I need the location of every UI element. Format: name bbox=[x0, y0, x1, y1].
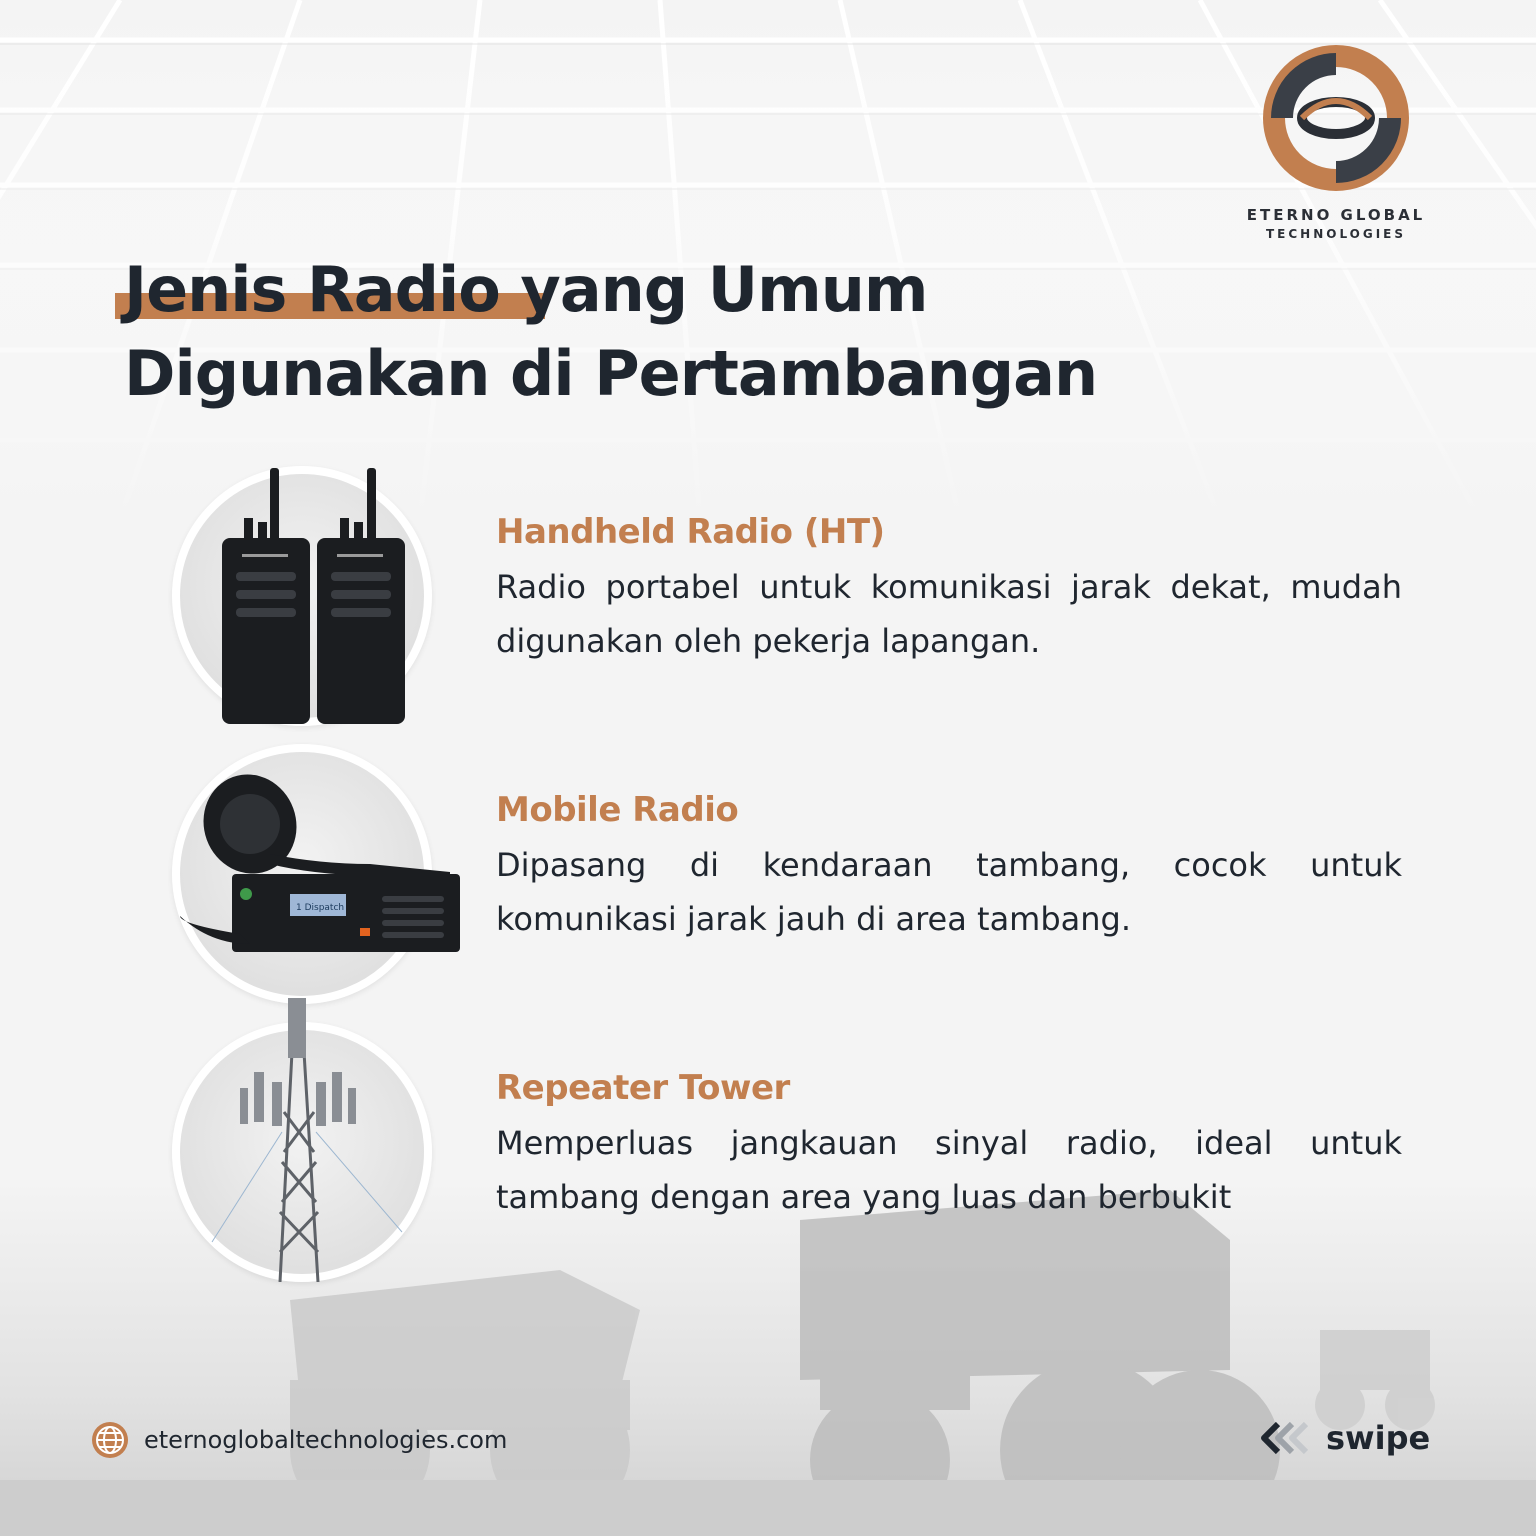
item-desc-mobile: Dipasang di kendaraan tambang, cocok untuk komunikasi jarak jauh di area tambang. bbox=[496, 846, 1402, 938]
double-chevron-left-icon bbox=[1256, 1418, 1316, 1458]
item-title-handheld: Handheld Radio (HT) bbox=[496, 512, 885, 552]
handheld-radio-icon bbox=[172, 458, 432, 758]
item-title-repeater: Repeater Tower bbox=[496, 1068, 790, 1108]
title-line-1 bbox=[124, 248, 1097, 332]
repeater-tower-image bbox=[172, 1022, 432, 1282]
website-url: eternoglobaltechnologies.com bbox=[144, 1426, 508, 1454]
eterno-logo-icon bbox=[1262, 44, 1410, 192]
page-title bbox=[124, 248, 1097, 416]
mobile-radio-display-text: 1 Dispatch bbox=[296, 903, 345, 913]
item-title-mobile: Mobile Radio bbox=[496, 790, 739, 830]
globe-icon bbox=[90, 1420, 130, 1460]
brand-name-line1: ETERNO GLOBAL bbox=[1246, 206, 1426, 224]
title-line-1-rest: yang Umum bbox=[499, 253, 928, 326]
item-desc-repeater: Memperluas jangkauan sinyal radio, ideal untuk tambang dengan area yang luas dan berbukit bbox=[496, 1124, 1402, 1216]
swipe-hint[interactable] bbox=[1256, 1414, 1430, 1462]
swipe-label: swipe bbox=[1326, 1419, 1431, 1457]
handheld-radio-image bbox=[172, 466, 432, 726]
website-link[interactable] bbox=[90, 1418, 507, 1462]
mobile-radio-icon bbox=[150, 744, 470, 1004]
item-desc-handheld: Radio portabel untuk komunikasi jarak dekat, mudah digunakan oleh pekerja lapangan. bbox=[496, 568, 1402, 660]
title-line-2: Digunakan di Pertambangan bbox=[124, 337, 1098, 410]
repeater-tower-icon bbox=[172, 992, 432, 1282]
brand-name-line2: TECHNOLOGIES bbox=[1265, 227, 1407, 241]
title-line-1-highlight: Jenis Radio bbox=[124, 253, 500, 326]
brand-logo bbox=[1236, 44, 1436, 244]
mobile-radio-image bbox=[172, 744, 432, 1004]
